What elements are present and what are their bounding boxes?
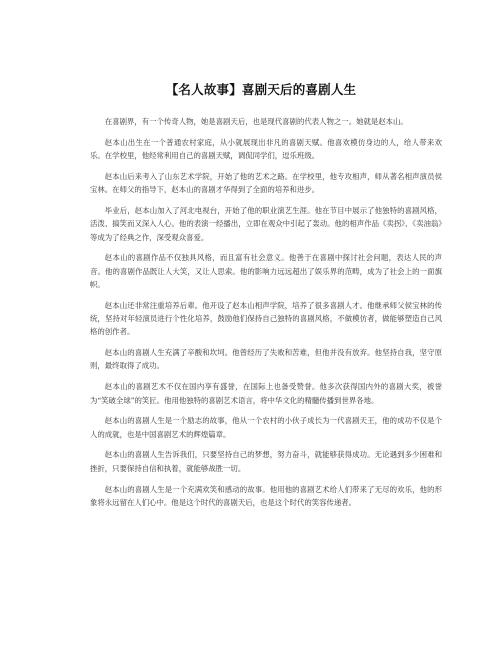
paragraph: 赵本山出生在一个普通农村家庭，从小就展现出非凡的喜剧天赋。他喜欢模仿身边的人，给人带来欢乐。在学校里，他经常利用自己的喜剧天赋，调侃同学们，逗乐班级。 xyxy=(90,137,442,161)
paragraph: 赵本山还非常注重培养后辈。他开设了赵本山相声学院，培养了很多喜剧人才。他继承师父侯宝林的传统，坚持对年轻演员进行个性化培养，鼓励他们保持自己独特的喜剧风格，不做模仿者，做能够塑造自己风格的创作者。 xyxy=(90,300,442,337)
paragraph: 赵本山的喜剧作品不仅独具风格，而且富有社会意义。他善于在喜剧中探讨社会问题，表达人民的声音。他的喜剧作品既让人大笑，又让人思索。他的影响力远远超出了娱乐界的范畴，成为了社会上的一面旗帜。 xyxy=(90,253,442,289)
document-body xyxy=(90,115,442,509)
paragraph: 毕业后，赵本山加入了河北电视台，开始了他的职业演艺生涯。他在节目中展示了他独特的喜剧风格，活泼、搞笑而又深入人心。他的表演一经播出，立即在观众中引起了轰动。他的相声作品《卖拐》、《卖油翁》等成为了经典之作，深受观众喜爱。 xyxy=(90,205,442,242)
document-title: 【名人故事】喜剧天后的喜剧人生 xyxy=(165,82,357,97)
paragraph: 赵本山的喜剧人生是一个励志的故事，他从一个农村的小伙子成长为一代喜剧天王，他的成功不仅是个人的成就，也是中国喜剧艺术的辉煌篇章。 xyxy=(90,416,442,439)
paragraph: 赵本山的喜剧艺术不仅在国内享有盛誉，在国际上也备受赞誉。他多次获得国内外的喜剧大奖，被誉为“笑破全球”的笑匠。他用他独特的喜剧艺术语言，将中华文化的精髓传播到世界各地。 xyxy=(90,382,442,405)
paragraph: 赵本山的喜剧人生是一个充满欢笑和感动的故事。他用他的喜剧艺术给人们带来了无尽的欢乐，他的形象将永远留在人们心中。他是这个时代的喜剧天后，也是这个时代的笑容传递者。 xyxy=(90,484,442,507)
paragraph: 赵本山后来考入了山东艺术学院，开始了他的艺术之路。在学校里，他专攻相声，师从著名相声演员侯宝林。在师父的指导下，赵本山的喜剧才华得到了全面的培养和进步。 xyxy=(90,171,442,195)
paragraph: 赵本山的喜剧人生告诉我们，只要坚持自己的梦想，努力奋斗，就能够获得成功。无论遇到多少困难和挫折，只要保持自信和执着，就能够战胜一切。 xyxy=(90,450,442,473)
paragraph: 赵本山的喜剧人生充满了辛酸和坎坷。他曾经历了失败和苦难，但他并没有放弃。他坚持自我，坚守原则，最终取得了成功。 xyxy=(90,348,442,371)
paragraph: 在喜剧界，有一个传奇人物，她是喜剧天后，也是现代喜剧的代表人物之一。她就是赵本山。 xyxy=(104,117,408,126)
